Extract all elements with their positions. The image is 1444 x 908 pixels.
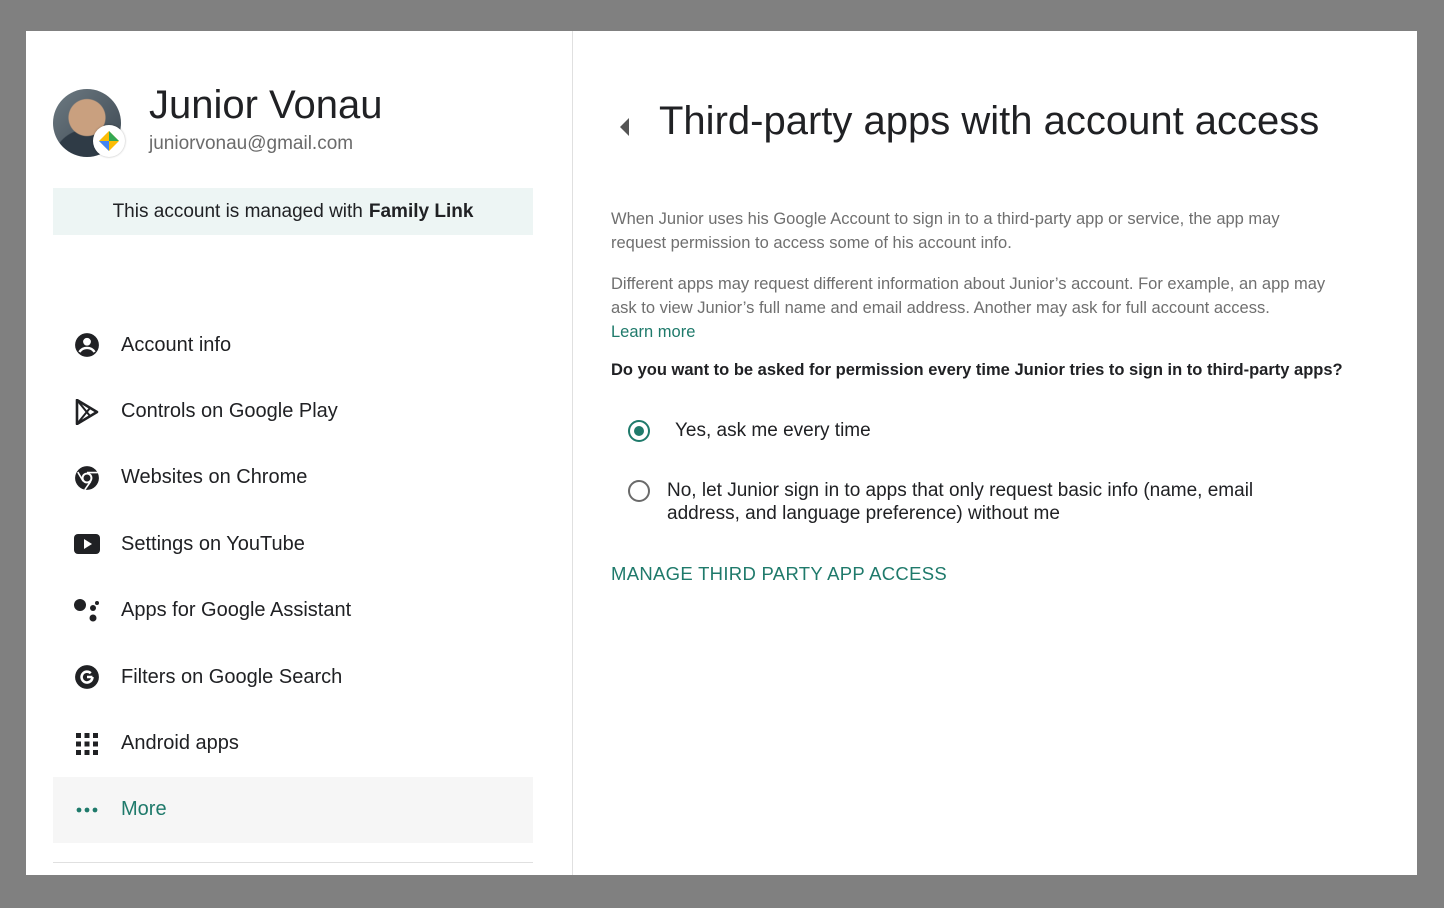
sidebar-item-android-apps[interactable] — [53, 710, 533, 776]
manage-third-party-access-link[interactable]: MANAGE THIRD PARTY APP ACCESS — [611, 563, 947, 584]
youtube-icon — [73, 530, 101, 558]
sidebar-item-label: Apps for Google Assistant — [121, 599, 352, 622]
sidebar-item-label: Account info — [121, 333, 232, 356]
family-link-banner — [53, 188, 533, 235]
sidebar-item-more[interactable] — [53, 777, 533, 843]
apps-grid-icon — [73, 730, 101, 758]
banner-text: This account is managed with — [112, 200, 363, 222]
intro-paragraph: When Junior uses his Google Account to sign in to a third-party app or service, the app may request permission to access some of his account info. — [611, 210, 1280, 252]
radio-ask-every-time[interactable] — [628, 420, 650, 442]
family-link-badge-icon — [93, 125, 125, 157]
details-text: Different apps may request different information about Junior’s account. For example, an app may ask to view Junior’s full name and email address. Another may ask for full account access. — [611, 275, 1326, 317]
profile-email: juniorvonau@gmail.com — [149, 133, 354, 154]
sidebar-item-youtube[interactable] — [53, 511, 533, 577]
sidebar-item-label: Settings on YouTube — [121, 532, 305, 555]
option-label: Yes, ask me every time — [675, 420, 871, 441]
option-ask-every-time[interactable] — [628, 418, 871, 442]
learn-more-link[interactable]: Learn more — [611, 323, 696, 341]
back-arrow-icon — [620, 118, 630, 136]
profile-header — [53, 83, 553, 167]
google-search-icon — [73, 663, 101, 691]
radio-basic-info-without-me[interactable] — [628, 480, 650, 502]
account-circle-icon — [73, 331, 101, 359]
sidebar-nav — [53, 312, 533, 843]
option-label: No, let Junior sign in to apps that only request basic info (name, email address, and language preference) without me — [667, 480, 1254, 524]
sidebar-item-chrome[interactable] — [53, 445, 533, 511]
banner-strong-text: Family Link — [368, 200, 474, 222]
sidebar-item-label: Android apps — [121, 732, 239, 755]
google-play-icon — [73, 398, 101, 426]
profile-name: Junior Vonau — [149, 83, 383, 127]
sidebar-item-label: Filters on Google Search — [121, 665, 343, 688]
google-assistant-icon — [73, 597, 101, 625]
sidebar-divider — [53, 862, 533, 863]
page-title: Third-party apps with account access — [659, 99, 1320, 143]
family-link-window — [26, 31, 1417, 875]
sidebar — [26, 31, 573, 875]
sidebar-item-label: Websites on Chrome — [121, 466, 308, 489]
sidebar-item-account-info[interactable] — [53, 312, 533, 378]
details-paragraph — [611, 272, 1331, 344]
sidebar-item-label: Controls on Google Play — [121, 400, 338, 423]
option-basic-info-without-me[interactable] — [628, 478, 1287, 525]
sidebar-item-google-assistant[interactable] — [53, 578, 533, 644]
sidebar-item-label: More — [121, 798, 167, 821]
more-horiz-icon — [73, 796, 101, 824]
sidebar-item-google-play[interactable] — [53, 378, 533, 444]
back-button[interactable] — [611, 113, 639, 141]
permission-question: Do you want to be asked for permission every time Junior tries to sign in to third-party apps? — [611, 361, 1343, 379]
main-content — [573, 31, 1417, 875]
chrome-icon — [73, 464, 101, 492]
sidebar-item-google-search[interactable] — [53, 644, 533, 710]
